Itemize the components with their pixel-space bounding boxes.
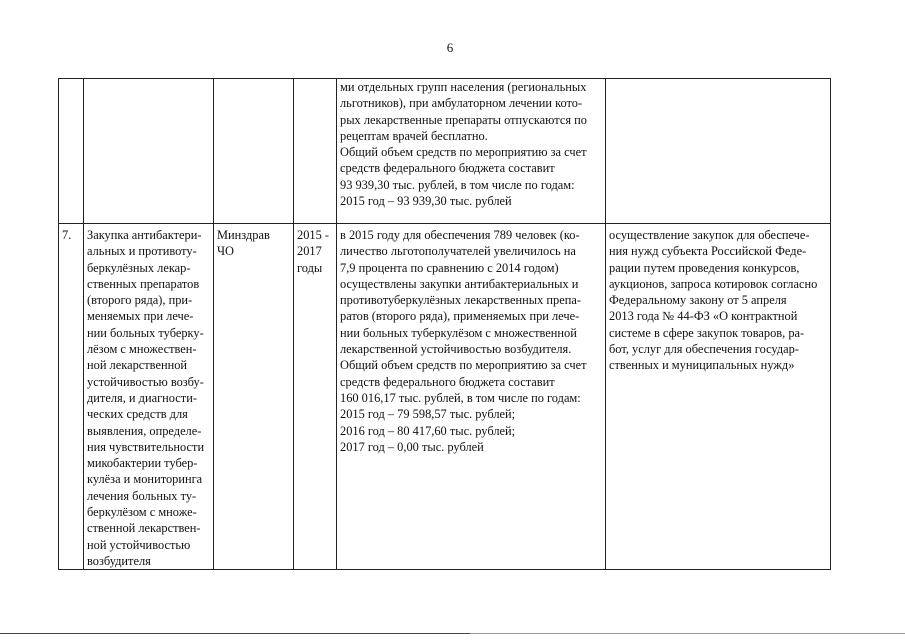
cell-measure-name: Закупка антибактери- альных и противоту- беркулёзных лекар- ственных препаратов (второго ряда), при- меняемых при лече- нии больных туберку- лёзом с множествен- ной лекарственной устойчивостью возбу- дителя, и диагности- ческих средств для выявления, определе- ния чувствительности микобактерии тубер- кулёза и мониторинга лечения больных ту- беркулёзом с множе- ственной лекарствен- ной устойчивостью возбудителя bbox=[84, 224, 214, 570]
measures-table bbox=[58, 78, 831, 570]
cell-result: осуществление закупок для обеспече- ния нужд субъекта Российской Феде- рации путем проведения конкурсов, аукционов, запроса котировок согласно Федеральному закону от 5 апреля 2013 года № 44-ФЗ «О контрактной системе в сфере закупок товаров, ра- бот, услуг для обеспечения государ- ственных и муниципальных нужд» bbox=[606, 224, 831, 570]
scan-edge-line bbox=[470, 633, 905, 634]
table-row-continuation bbox=[59, 79, 831, 224]
cell-period: 2015 - 2017 годы bbox=[294, 224, 337, 570]
cell-number bbox=[59, 79, 84, 224]
cell-executor bbox=[214, 79, 294, 224]
table-row-7 bbox=[59, 224, 831, 570]
cell-number: 7. bbox=[59, 224, 84, 570]
cell-description: ми отдельных групп населения (региональных льготников), при амбулаторном лечении кото- рых лекарственные препараты отпускаются по рецептам врачей бесплатно. Общий объем средств по мероприятию за счет средств федерального бюджета составит 93 939,30 тыс. рублей, в том числе по годам: 2015 год – 93 939,30 тыс. рублей bbox=[337, 79, 606, 224]
cell-period bbox=[294, 79, 337, 224]
cell-measure-name bbox=[84, 79, 214, 224]
scan-edge-line bbox=[0, 633, 470, 634]
cell-result bbox=[606, 79, 831, 224]
page-number: 6 bbox=[446, 40, 454, 55]
cell-description: в 2015 году для обеспечения 789 человек (ко- личество льготополучателей увеличилось на 7,9 процента по сравнению с 2014 годом) осуществлены закупки антибактериальных и противотуберкулёзных лекарственных препа- ратов (второго ряда), применяемых при лече- нии больных туберкулёзом с множественной лекарственной устойчивостью возбудителя. Общий объем средств по мероприятию за счет средств федерального бюджета составит 160 016,17 тыс. рублей, в том числе по годам: 2015 год – 79 598,57 тыс. рублей; 2016 год – 80 417,60 тыс. рублей; 2017 год – 0,00 тыс. рублей bbox=[337, 224, 606, 570]
cell-executor: Минздрав ЧО bbox=[214, 224, 294, 570]
